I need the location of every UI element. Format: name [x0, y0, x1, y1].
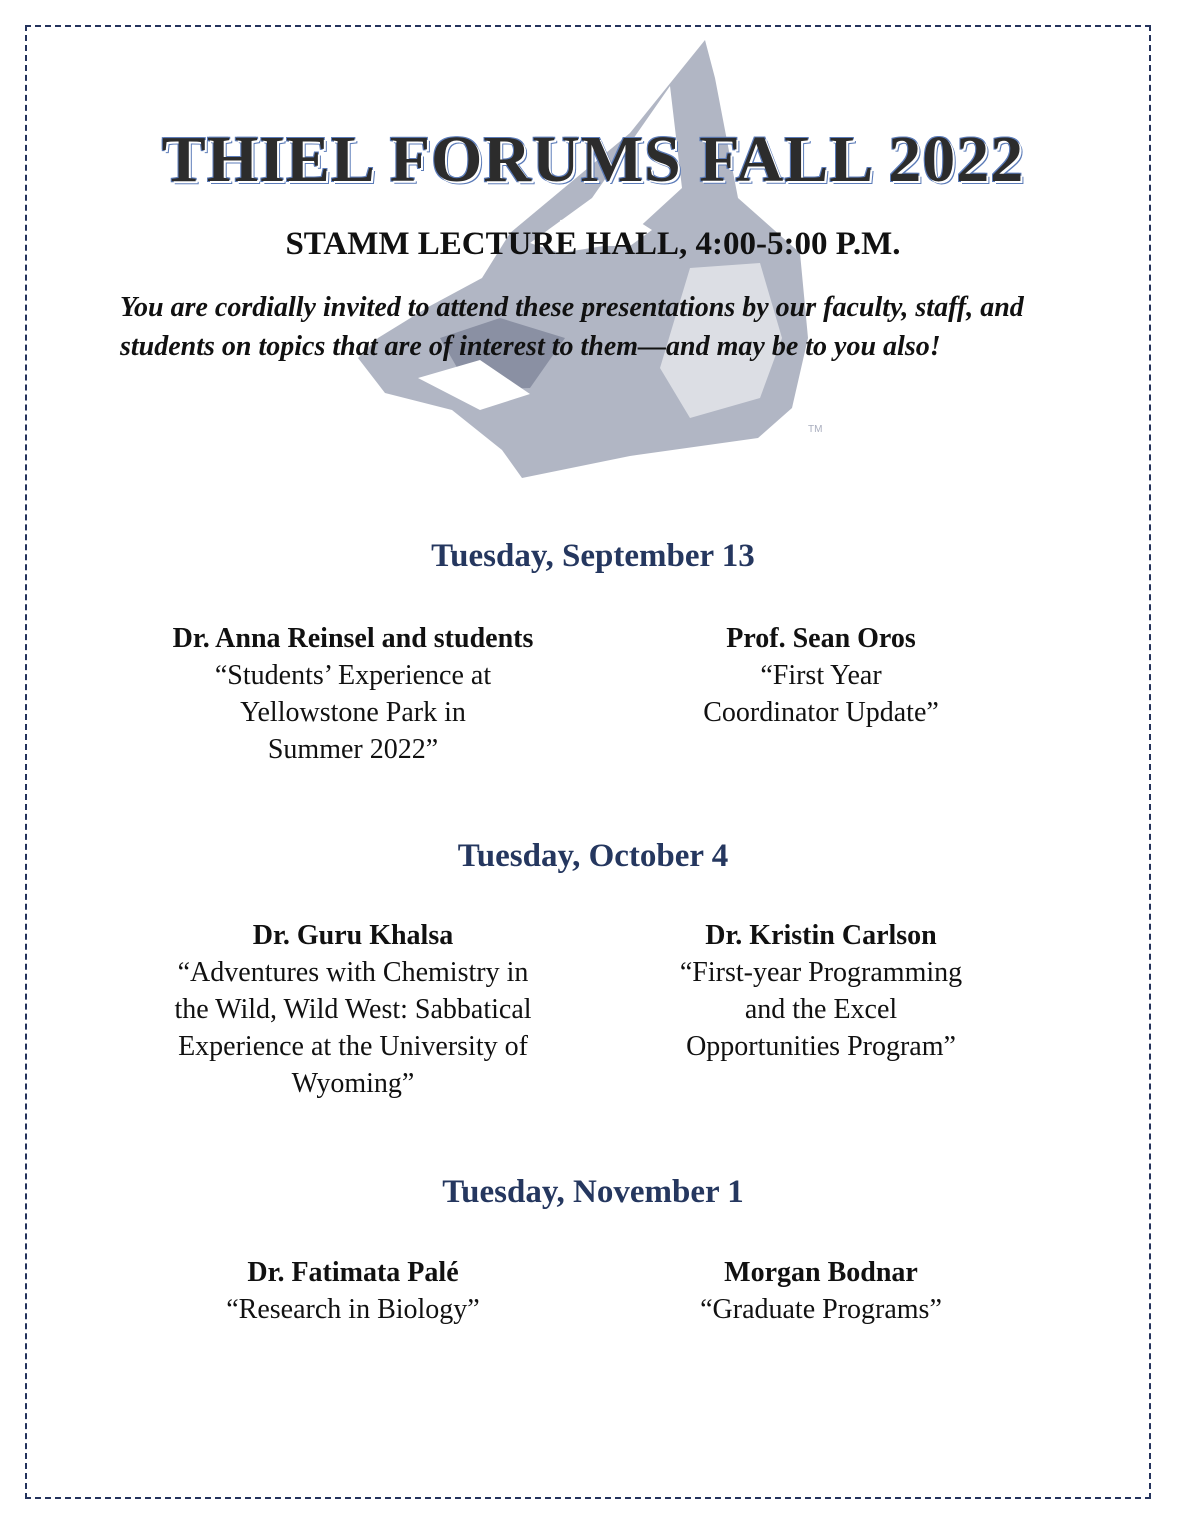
page-title: THIEL FORUMS FALL 2022: [161, 123, 1025, 196]
speaker-name: Prof. Sean Oros: [726, 623, 916, 654]
talk-block: [138, 917, 568, 1102]
talk-title-line: Experience at the University of: [178, 1031, 528, 1062]
speaker-name: Dr. Fatimata Palé: [247, 1257, 459, 1288]
talk-title-line: “Graduate Programs”: [700, 1294, 942, 1325]
speaker-name: Dr. Anna Reinsel and students: [172, 623, 534, 654]
talk-block: [138, 620, 568, 768]
tomcat-mascot-icon: [330, 38, 850, 498]
invitation-text: You are cordially invited to attend these presentations by our faculty, staff, and students on topics that are of interest to them—and may be to you also!: [120, 292, 1024, 362]
talk-title-line: “First Year: [760, 660, 882, 691]
talk-title-line: and the Excel: [744, 994, 898, 1025]
talk-title-line: Summer 2022”: [267, 734, 439, 765]
speaker-name: Dr. Kristin Carlson: [705, 920, 937, 951]
talk-title-line: Coordinator Update”: [703, 697, 939, 728]
talk-title-line: Yellowstone Park in: [240, 697, 466, 728]
trademark-mark: TM: [808, 424, 823, 435]
talk-title-line: Wyoming”: [291, 1068, 415, 1099]
talk-title-line: the Wild, Wild West: Sabbatical: [174, 994, 532, 1025]
talk-block: [606, 917, 1036, 1065]
session-date: Tuesday, October 4: [457, 838, 729, 874]
session-date: Tuesday, November 1: [442, 1174, 744, 1210]
talk-title-line: “Research in Biology”: [226, 1294, 480, 1325]
venue-line: STAMM LECTURE HALL, 4:00-5:00 P.M.: [285, 226, 901, 262]
talk-title-line: “Students’ Experience at: [214, 660, 492, 691]
talk-title-line: “First-year Programming: [679, 957, 963, 988]
talk-block: [606, 620, 1036, 731]
speaker-name: Dr. Guru Khalsa: [252, 920, 454, 951]
talk-block: [138, 1254, 568, 1328]
talk-title-line: Opportunities Program”: [686, 1031, 956, 1062]
speaker-name: Morgan Bodnar: [724, 1257, 918, 1288]
talk-block: [606, 1254, 1036, 1328]
talk-title-line: “Adventures with Chemistry in: [177, 957, 529, 988]
session-date: Tuesday, September 13: [431, 538, 755, 574]
